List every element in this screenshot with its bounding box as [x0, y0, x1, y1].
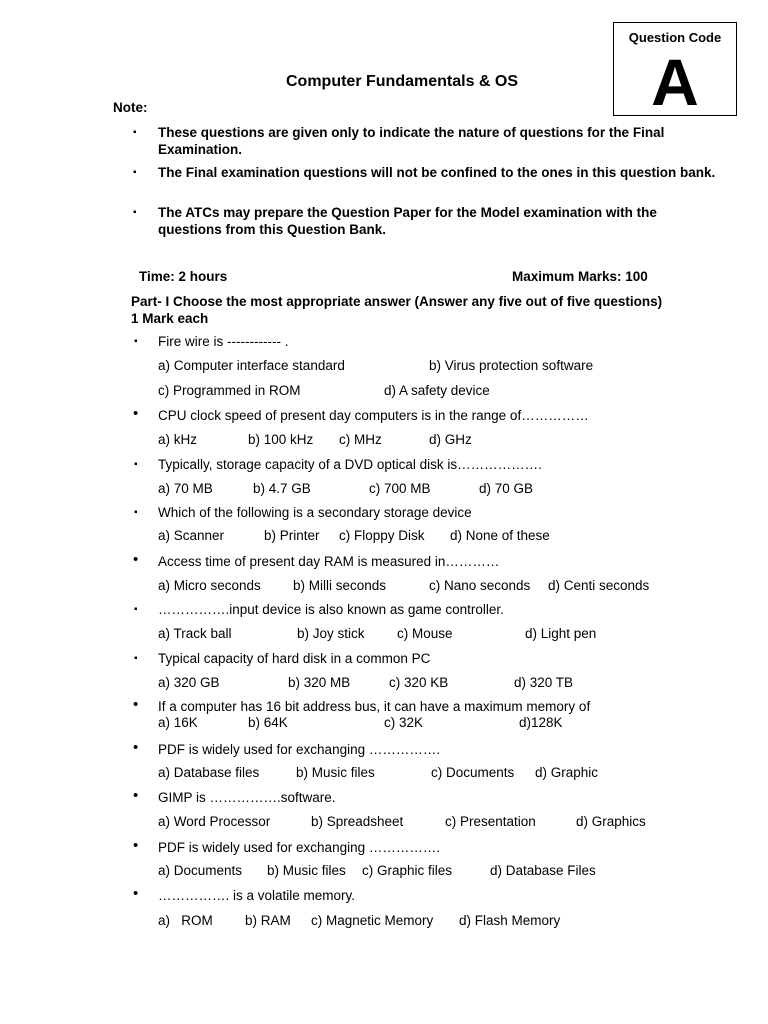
- page-title: Computer Fundamentals & OS: [286, 73, 519, 90]
- answer-option: c) Nano seconds: [429, 578, 531, 593]
- question-text: PDF is widely used for exchanging …………….: [158, 840, 441, 855]
- answer-option: d) GHz: [429, 432, 472, 447]
- note-bullet: ▪: [133, 207, 137, 218]
- part-marks: 1 Mark each: [131, 311, 209, 326]
- answer-option: b) 4.7 GB: [253, 481, 311, 496]
- question-bullet: •: [133, 551, 139, 568]
- question-text: If a computer has 16 bit address bus, it can have a maximum memory of: [158, 699, 591, 714]
- question-text: PDF is widely used for exchanging …………….: [158, 742, 441, 757]
- answer-option: c) Floppy Disk: [339, 528, 425, 543]
- question-bullet: •: [133, 837, 139, 854]
- answer-option: b) RAM: [245, 913, 291, 928]
- question-text: Access time of present day RAM is measured in…………: [158, 554, 500, 569]
- answer-option: a) Database files: [158, 765, 260, 780]
- answer-option: c) 700 MB: [369, 481, 431, 496]
- answer-option: d) Light pen: [525, 626, 597, 641]
- answer-option: a) Micro seconds: [158, 578, 261, 593]
- question-bullet: •: [133, 405, 139, 422]
- question-code-label: Question Code: [628, 30, 722, 45]
- answer-option: d) None of these: [450, 528, 550, 543]
- note-item: The Final examination questions will not be confined to the ones in this question bank.: [158, 165, 716, 180]
- answer-option: c) Programmed in ROM: [158, 383, 301, 398]
- question-bullet: •: [133, 739, 139, 756]
- answer-option: d) 70 GB: [479, 481, 534, 496]
- exam-time: Time: 2 hours: [139, 269, 228, 284]
- answer-option: a) Track ball: [158, 626, 232, 641]
- answer-option: c) 32K: [384, 715, 424, 730]
- answer-option: b) Printer: [264, 528, 320, 543]
- answer-option: a) 16K: [158, 715, 198, 730]
- answer-option: a) Documents: [158, 863, 243, 878]
- question-text: Fire wire is ------------ .: [158, 334, 289, 349]
- answer-option: c) Mouse: [397, 626, 453, 641]
- answer-option: d) A safety device: [384, 383, 490, 398]
- note-item: These questions are given only to indicate the nature of questions for the Final Examination.: [158, 125, 665, 157]
- question-bullet: ▪: [134, 653, 138, 664]
- answer-option: a) Computer interface standard: [158, 358, 345, 373]
- note-bullet: ▪: [133, 127, 137, 138]
- question-bullet: ▪: [134, 459, 138, 470]
- answer-option: b) 64K: [248, 715, 288, 730]
- note-bullet: ▪: [133, 167, 137, 178]
- exam-max-marks: Maximum Marks: 100: [512, 269, 648, 284]
- answer-option: a) Scanner: [158, 528, 225, 543]
- answer-option: c) MHz: [339, 432, 382, 447]
- answer-option: d) Centi seconds: [548, 578, 650, 593]
- question-text: ……………. is a volatile memory.: [158, 888, 356, 903]
- question-text: Typically, storage capacity of a DVD optical disk is……………….: [158, 457, 542, 472]
- answer-option: b) Joy stick: [297, 626, 365, 641]
- answer-option: c) Documents: [431, 765, 515, 780]
- answer-option: d) Graphics: [576, 814, 646, 829]
- answer-option: b) 100 kHz: [248, 432, 314, 447]
- answer-option: d) Graphic: [535, 765, 599, 780]
- answer-option: b) Milli seconds: [293, 578, 387, 593]
- answer-option: c) Magnetic Memory: [311, 913, 434, 928]
- answer-option: d)128K: [519, 715, 563, 730]
- note-label: Note:: [113, 100, 148, 115]
- question-text: GIMP is …………….software.: [158, 790, 336, 805]
- question-bullet: •: [133, 787, 139, 804]
- answer-option: b) 320 MB: [288, 675, 351, 690]
- answer-option: d) Flash Memory: [459, 913, 561, 928]
- question-bullet: ▪: [134, 336, 138, 347]
- answer-option: b) Music files: [267, 863, 346, 878]
- answer-option: d) Database Files: [490, 863, 596, 878]
- question-code-box: [613, 22, 737, 119]
- answer-option: a) ROM: [158, 913, 213, 928]
- question-text: …………….input device is also known as game controller.: [158, 602, 504, 617]
- answer-option: a) 70 MB: [158, 481, 213, 496]
- part-instructions: Part- I Choose the most appropriate answer (Answer any five out of five questions): [131, 294, 663, 309]
- answer-option: c) Graphic files: [362, 863, 453, 878]
- answer-option: b) Spreadsheet: [311, 814, 404, 829]
- note-item: The ATCs may prepare the Question Paper for the Model examination with the questions from this Question Bank.: [158, 205, 657, 237]
- answer-option: c) Presentation: [445, 814, 536, 829]
- answer-option: b) Music files: [296, 765, 375, 780]
- question-text: Typical capacity of hard disk in a common PC: [158, 651, 431, 666]
- question-text: CPU clock speed of present day computers is in the range of……………: [158, 408, 589, 423]
- answer-option: c) 320 KB: [389, 675, 449, 690]
- question-bullet: ▪: [134, 604, 138, 615]
- question-bullet: •: [133, 696, 139, 713]
- question-bullet: •: [133, 885, 139, 902]
- question-text: Which of the following is a secondary storage device: [158, 505, 472, 520]
- answer-option: a) kHz: [158, 432, 198, 447]
- answer-option: b) Virus protection software: [429, 358, 594, 373]
- answer-option: d) 320 TB: [514, 675, 574, 690]
- question-code-letter: A: [651, 45, 699, 119]
- question-bullet: ▪: [134, 507, 138, 518]
- answer-option: a) 320 GB: [158, 675, 220, 690]
- answer-option: a) Word Processor: [158, 814, 271, 829]
